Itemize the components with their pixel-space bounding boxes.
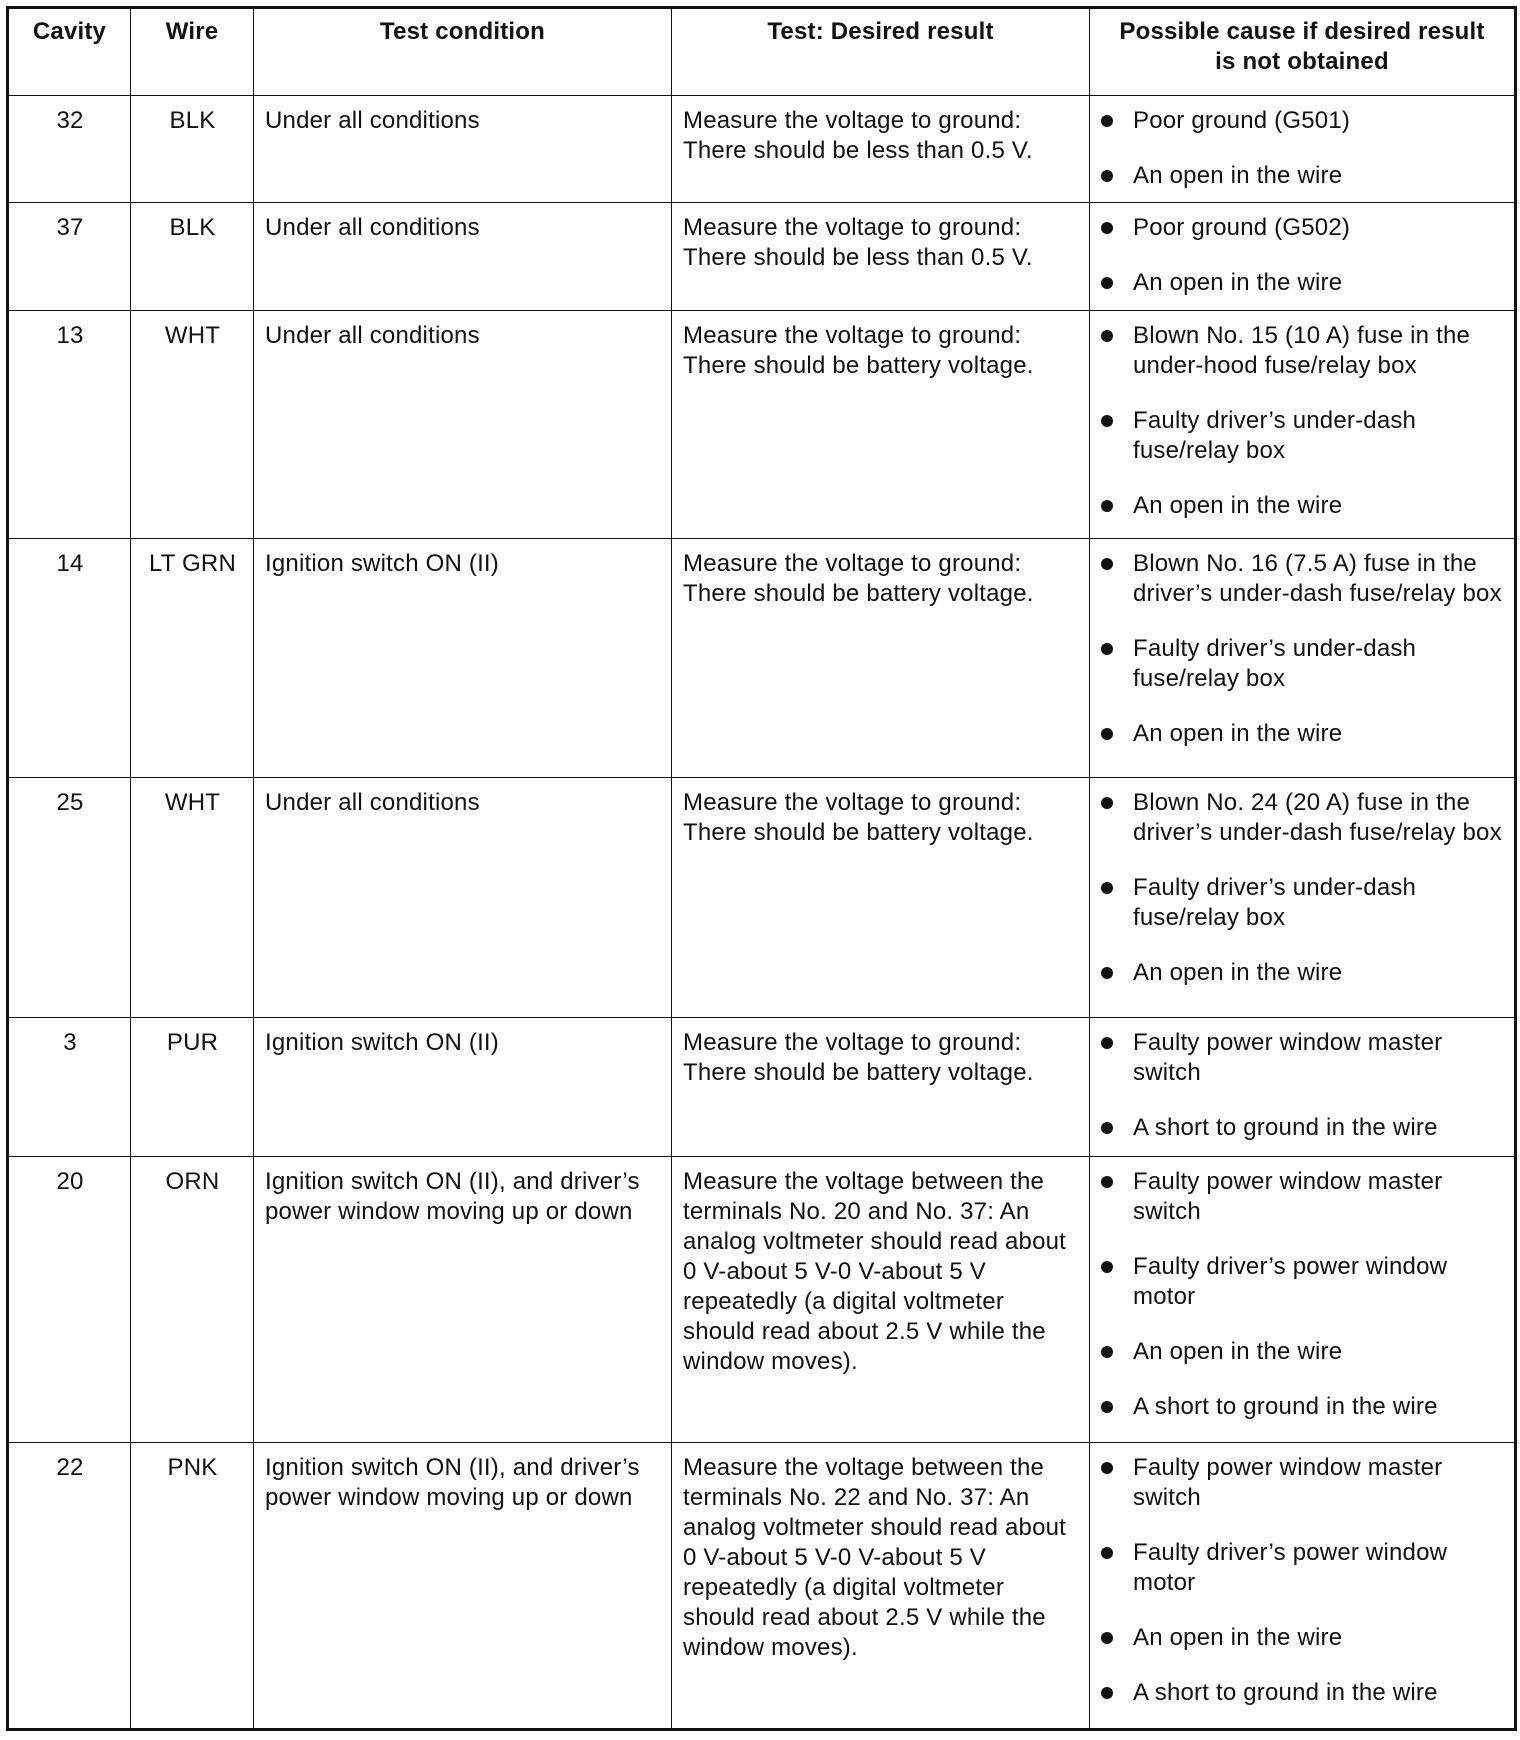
- bullet-icon: [1101, 1632, 1113, 1644]
- possible-cause-text: Faulty driver’s under-dash fuse/relay box: [1133, 406, 1417, 464]
- possible-cause-item: [1101, 719, 1504, 749]
- possible-cause-item: [1101, 1028, 1504, 1088]
- desired-result-cell: Measure the voltage between the terminals No. 20 and No. 37: An analog voltmeter should read about 0 V-about 5 V-0 V-about 5 V repeatedly (a digital voltmeter should read about 2.5 V while the window moves).: [672, 1156, 1090, 1442]
- possible-cause-text: An open in the wire: [1133, 719, 1343, 747]
- possible-cause-text: Blown No. 15 (10 A) fuse in the under-hood fuse/relay box: [1133, 321, 1471, 379]
- possible-cause-item: [1101, 634, 1504, 694]
- test-condition-cell: Ignition switch ON (II), and driver’s power window moving up or down: [254, 1156, 672, 1442]
- bullet-icon: [1101, 1261, 1113, 1273]
- bullet-icon: [1101, 1122, 1113, 1134]
- possible-cause-item: [1101, 1392, 1504, 1422]
- possible-cause-item: [1101, 788, 1504, 848]
- possible-cause-item: [1101, 1113, 1504, 1143]
- possible-cause-text: Faulty driver’s power window motor: [1133, 1538, 1448, 1596]
- table-row: [8, 778, 1516, 1018]
- bullet-icon: [1101, 277, 1113, 289]
- possible-cause-item: [1101, 1252, 1504, 1312]
- test-condition-cell: Under all conditions: [254, 778, 672, 1018]
- bullet-icon: [1101, 1346, 1113, 1358]
- possible-cause-text: An open in the wire: [1133, 162, 1343, 189]
- header-test-condition: Test condition: [254, 8, 672, 96]
- wire-color-cell: LT GRN: [131, 538, 254, 778]
- possible-cause-item: [1101, 161, 1504, 191]
- cavity-cell: 3: [8, 1018, 131, 1157]
- possible-cause-list: [1101, 213, 1504, 298]
- possible-cause-text: Faulty driver’s power window motor: [1133, 1252, 1448, 1310]
- bullet-icon: [1101, 1462, 1113, 1474]
- possible-cause-text: Faulty power window master switch: [1133, 1029, 1443, 1087]
- diagnostic-table-container: [6, 6, 1514, 1731]
- cavity-cell: 22: [8, 1442, 131, 1729]
- table-row: [8, 1442, 1516, 1729]
- possible-cause-text: Faulty driver’s under-dash fuse/relay box: [1133, 634, 1417, 692]
- possible-cause-text: Poor ground (G502): [1133, 214, 1351, 242]
- possible-cause-text: A short to ground in the wire: [1133, 1678, 1438, 1706]
- bullet-icon: [1101, 797, 1113, 809]
- bullet-icon: [1101, 1547, 1113, 1559]
- bullet-icon: [1101, 882, 1113, 894]
- possible-cause-cell: [1090, 538, 1516, 778]
- table-row: [8, 538, 1516, 778]
- possible-cause-text: Blown No. 16 (7.5 A) fuse in the driver’s under-dash fuse/relay box: [1133, 549, 1502, 607]
- header-desired-result: Test: Desired result: [672, 8, 1090, 96]
- test-condition-cell: Under all conditions: [254, 310, 672, 538]
- possible-cause-item: [1101, 321, 1504, 381]
- possible-cause-cell: [1090, 1018, 1516, 1157]
- possible-cause-item: [1101, 1623, 1504, 1653]
- possible-cause-cell: [1090, 96, 1516, 203]
- test-condition-cell: Ignition switch ON (II): [254, 538, 672, 778]
- bullet-icon: [1101, 115, 1113, 127]
- table-row: [8, 1156, 1516, 1442]
- possible-cause-text: Faulty power window master switch: [1133, 1167, 1443, 1225]
- table-body: [8, 96, 1516, 1730]
- possible-cause-text: A short to ground in the wire: [1133, 1392, 1438, 1420]
- test-condition-cell: Under all conditions: [254, 96, 672, 203]
- possible-cause-list: [1101, 1028, 1504, 1143]
- cavity-cell: 25: [8, 778, 131, 1018]
- header-row: [8, 8, 1516, 96]
- possible-cause-cell: [1090, 203, 1516, 310]
- bullet-icon: [1101, 222, 1113, 234]
- wire-color-cell: PNK: [131, 1442, 254, 1729]
- desired-result-cell: Measure the voltage to ground: There should be battery voltage.: [672, 778, 1090, 1018]
- table-row: [8, 1018, 1516, 1157]
- table-row: [8, 96, 1516, 203]
- bullet-icon: [1101, 558, 1113, 570]
- possible-cause-item: [1101, 1337, 1504, 1367]
- possible-cause-text: An open in the wire: [1133, 1337, 1343, 1365]
- header-possible-cause-line1: Possible cause if desired result: [1119, 18, 1485, 45]
- desired-result-cell: Measure the voltage to ground: There should be less than 0.5 V.: [672, 203, 1090, 310]
- wire-color-cell: ORN: [131, 1156, 254, 1442]
- possible-cause-item: [1101, 873, 1504, 933]
- bullet-icon: [1101, 330, 1113, 342]
- possible-cause-item: [1101, 406, 1504, 466]
- possible-cause-item: [1101, 958, 1504, 988]
- cavity-cell: 14: [8, 538, 131, 778]
- bullet-icon: [1101, 170, 1113, 182]
- possible-cause-cell: [1090, 1156, 1516, 1442]
- table-row: [8, 203, 1516, 310]
- header-possible-cause: [1090, 8, 1516, 96]
- possible-cause-item: [1101, 1167, 1504, 1227]
- possible-cause-list: [1101, 1167, 1504, 1422]
- possible-cause-text: Poor ground (G501): [1133, 107, 1351, 134]
- cavity-cell: 13: [8, 310, 131, 538]
- possible-cause-text: An open in the wire: [1133, 269, 1343, 297]
- possible-cause-item: [1101, 549, 1504, 609]
- possible-cause-item: [1101, 1678, 1504, 1708]
- possible-cause-item: [1101, 1453, 1504, 1513]
- possible-cause-cell: [1090, 310, 1516, 538]
- possible-cause-text: Faulty power window master switch: [1133, 1453, 1443, 1511]
- bullet-icon: [1101, 643, 1113, 655]
- possible-cause-list: [1101, 106, 1504, 191]
- bullet-icon: [1101, 1037, 1113, 1049]
- possible-cause-text: Faulty driver’s under-dash fuse/relay box: [1133, 874, 1417, 932]
- desired-result-cell: Measure the voltage to ground: There should be battery voltage.: [672, 310, 1090, 538]
- wire-color-cell: WHT: [131, 310, 254, 538]
- possible-cause-text: An open in the wire: [1133, 959, 1343, 987]
- possible-cause-item: [1101, 1538, 1504, 1598]
- bullet-icon: [1101, 500, 1113, 512]
- wire-color-cell: PUR: [131, 1018, 254, 1157]
- bullet-icon: [1101, 415, 1113, 427]
- cavity-cell: 32: [8, 96, 131, 203]
- possible-cause-list: [1101, 321, 1504, 521]
- possible-cause-text: An open in the wire: [1133, 1623, 1343, 1651]
- terminal-test-table: [6, 6, 1517, 1731]
- desired-result-cell: Measure the voltage to ground: There should be less than 0.5 V.: [672, 96, 1090, 203]
- possible-cause-item: [1101, 213, 1504, 243]
- bullet-icon: [1101, 1687, 1113, 1699]
- desired-result-cell: Measure the voltage between the terminals No. 22 and No. 37: An analog voltmeter should read about 0 V-about 5 V-0 V-about 5 V repeatedly (a digital voltmeter should read about 2.5 V while the window moves).: [672, 1442, 1090, 1729]
- table-row: [8, 310, 1516, 538]
- bullet-icon: [1101, 1401, 1113, 1413]
- possible-cause-list: [1101, 788, 1504, 988]
- bullet-icon: [1101, 728, 1113, 740]
- wire-color-cell: BLK: [131, 96, 254, 203]
- header-possible-cause-line2: is not obtained: [1215, 48, 1389, 75]
- header-wire: Wire: [131, 8, 254, 96]
- cavity-cell: 37: [8, 203, 131, 310]
- header-cavity: Cavity: [8, 8, 131, 96]
- desired-result-cell: Measure the voltage to ground: There should be battery voltage.: [672, 538, 1090, 778]
- test-condition-cell: Ignition switch ON (II): [254, 1018, 672, 1157]
- cavity-cell: 20: [8, 1156, 131, 1442]
- possible-cause-text: An open in the wire: [1133, 491, 1343, 519]
- possible-cause-text: A short to ground in the wire: [1133, 1114, 1438, 1142]
- possible-cause-list: [1101, 549, 1504, 749]
- possible-cause-cell: [1090, 778, 1516, 1018]
- wire-color-cell: WHT: [131, 778, 254, 1018]
- test-condition-cell: Under all conditions: [254, 203, 672, 310]
- possible-cause-text: Blown No. 24 (20 A) fuse in the driver’s under-dash fuse/relay box: [1133, 789, 1502, 847]
- wire-color-cell: BLK: [131, 203, 254, 310]
- desired-result-cell: Measure the voltage to ground: There should be battery voltage.: [672, 1018, 1090, 1157]
- test-condition-cell: Ignition switch ON (II), and driver’s power window moving up or down: [254, 1442, 672, 1729]
- possible-cause-item: [1101, 106, 1504, 136]
- possible-cause-cell: [1090, 1442, 1516, 1729]
- possible-cause-item: [1101, 268, 1504, 298]
- possible-cause-list: [1101, 1453, 1504, 1708]
- bullet-icon: [1101, 1176, 1113, 1188]
- bullet-icon: [1101, 967, 1113, 979]
- possible-cause-item: [1101, 491, 1504, 521]
